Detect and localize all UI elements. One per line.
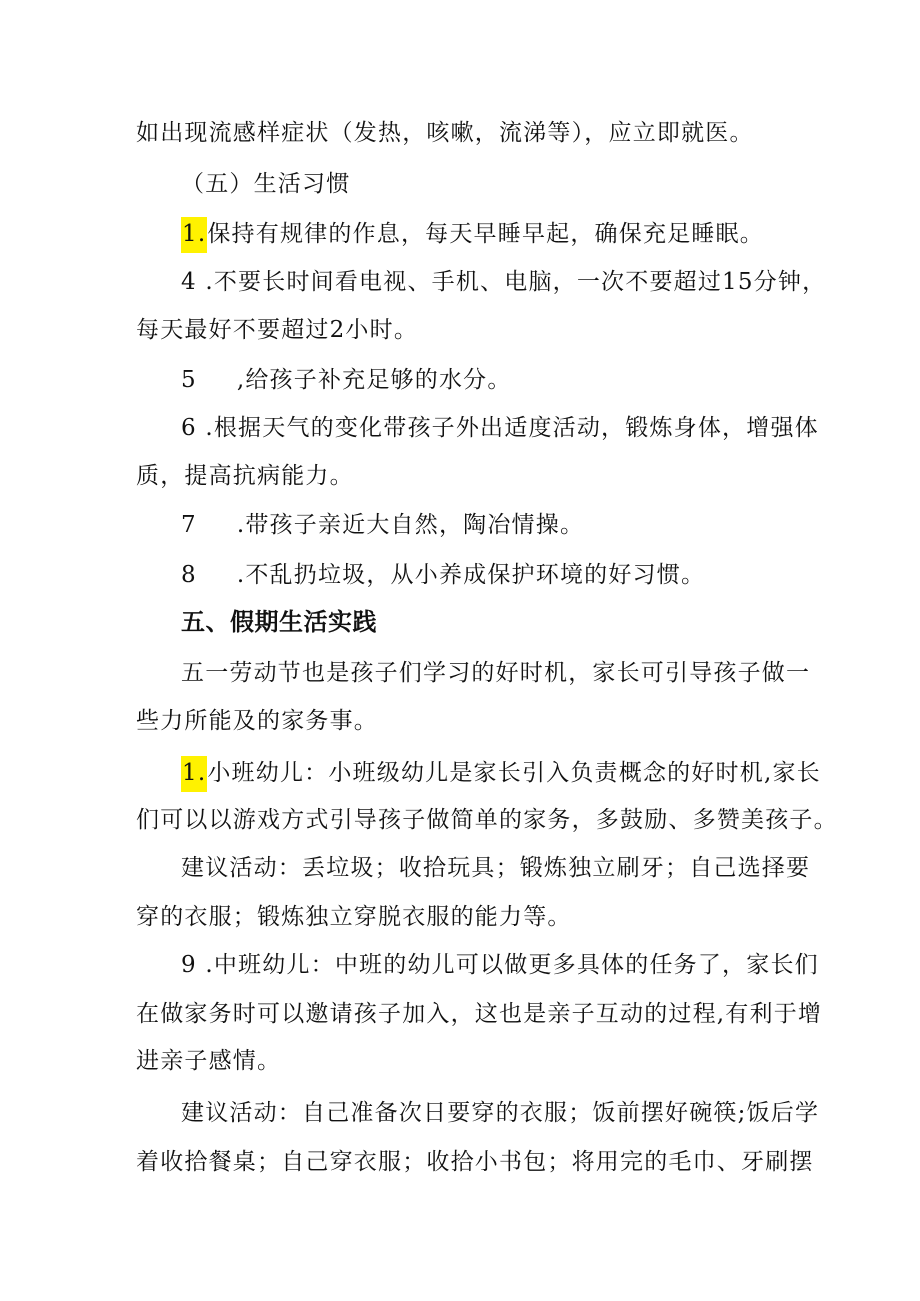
- list-item: 4 .不要长时间看电视、手机、电脑，一次不要超过15分钟，: [181, 269, 827, 295]
- list-item-text: .不乱扔垃圾，从小养成保护环境的好习惯。: [236, 562, 706, 588]
- paragraph-line: 在做家务时可以邀请孩子加入，这也是亲子互动的过程,有利于增: [136, 1001, 823, 1027]
- list-item-text: 保持有规律的作息，每天早睡早起，确保充足睡眠。: [207, 221, 764, 247]
- paragraph-line: 建议活动：自己准备次日要穿的衣服；饭前摆好碗筷;饭后学: [181, 1100, 820, 1126]
- highlighted-list-number: 1.: [181, 217, 207, 253]
- section-heading: 五、假期生活实践: [181, 608, 377, 636]
- paragraph-line: 质，提高抗病能力。: [136, 463, 354, 489]
- list-item: 6 .根据天气的变化带孩子外出适度活动，锻炼身体，增强体: [181, 415, 819, 441]
- list-item: [181, 510, 584, 540]
- list-item: [181, 560, 705, 590]
- list-item: [181, 756, 821, 792]
- list-number: 7: [181, 512, 197, 538]
- list-item: 9 .中班幼儿：中班的幼儿可以做更多具体的任务了，家长们: [181, 952, 819, 978]
- list-number: 8: [181, 562, 197, 588]
- list-item: [181, 217, 764, 253]
- list-item-text: ,给孩子补充足够的水分。: [236, 367, 512, 393]
- paragraph-line: 建议活动：丢垃圾；收拾玩具；锻炼独立刷牙；自己选择要: [181, 855, 811, 881]
- paragraph-line: 们可以以游戏方式引导孩子做简单的家务，多鼓励、多赞美孩子。: [136, 807, 838, 833]
- list-item: [181, 365, 512, 395]
- paragraph-line: 五一劳动节也是孩子们学习的好时机，家长可引导孩子做一: [181, 660, 811, 686]
- list-number: 5: [181, 367, 197, 393]
- paragraph-line: 如出现流感样症状（发热，咳嗽，流涕等），应立即就医。: [136, 120, 754, 146]
- paragraph-line: 每天最好不要超过2小时。: [136, 317, 419, 343]
- list-item-text: 小班幼儿：小班级幼儿是家长引入负责概念的好时机,家长: [207, 760, 821, 786]
- section-subheading: （五）生活习惯: [181, 171, 351, 197]
- paragraph-line: 着收拾餐桌；自己穿衣服；收拾小书包；将用完的毛巾、牙刷摆: [136, 1149, 814, 1175]
- list-item-text: .带孩子亲近大自然，陶冶情操。: [236, 512, 585, 538]
- paragraph-line: 些力所能及的家务事。: [136, 708, 378, 734]
- paragraph-line: 穿的衣服；锻炼独立穿脱衣服的能力等。: [136, 904, 572, 930]
- highlighted-list-number: 1.: [181, 756, 207, 792]
- paragraph-line: 进亲子感情。: [136, 1048, 282, 1074]
